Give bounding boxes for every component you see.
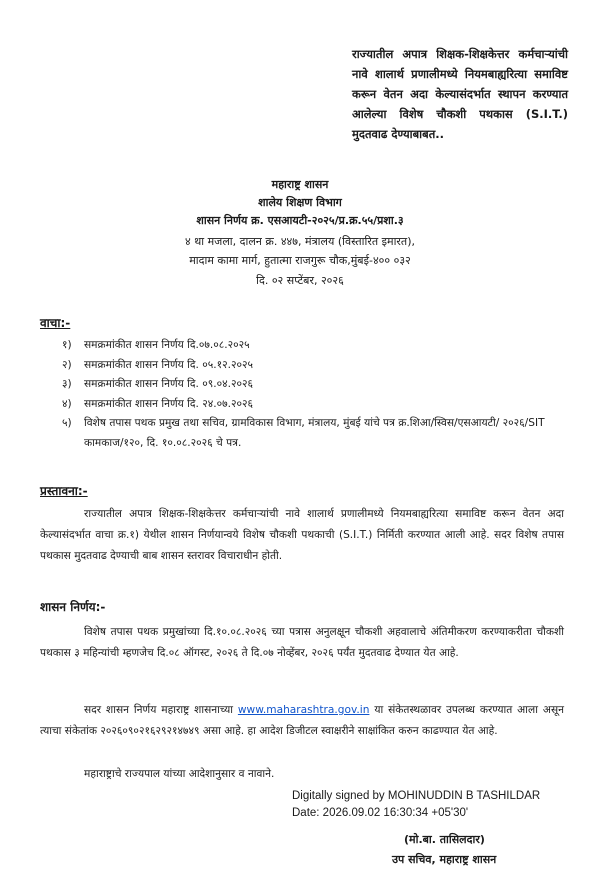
subject-text: राज्यातील अपात्र शिक्षक-शिक्षकेत्तर कर्मचाऱ्यांची नावे शालार्थ प्रणालीमध्ये नियमबाह्यरित्या समाविष्ट करून वेतन अदा केल्यासंदर्भात स्थापन करण्यात आलेल्या विशेष चौकशी पथकास (S.I.T.) मुदतवाढ देण्याबाबत..: [352, 47, 568, 141]
preamble-text: राज्यातील अपात्र शिक्षक-शिक्षकेत्तर कर्मचाऱ्यांची नावे शालार्थ प्रणालीमध्ये नियमबाह्यरित्या समाविष्ट करून वेतन अदा केल्यासंदर्भात वाचा क्र.१) येथील शासन निर्णयान्वये विशेष चौकशी पथकाची (S.I.T.) निर्मिती करण्यात आली आहे. सदर विशेष तपास पथकास मुदतवाढ देण्याची बाब शासन स्तरावर विचाराधीन होती.: [40, 508, 564, 562]
digital-signature: [292, 788, 540, 822]
reference-list: [62, 336, 562, 453]
list-item: २) समक्रमांकीत शासन निर्णय दि. ०५.१२.२०२५: [62, 358, 254, 371]
read-heading: वाचा:-: [40, 316, 71, 330]
decision-heading: शासन निर्णय:-: [40, 600, 106, 614]
governor-order-text: महाराष्ट्राचे राज्यपाल यांच्या आदेशानुसार व नावाने.: [84, 768, 275, 780]
address-line-2: मादाम कामा मार्ग, हुतात्मा राजगुरू चौक,मुंबई-४०० ०३२: [189, 254, 411, 267]
govt-name: महाराष्ट्र शासन: [271, 178, 329, 191]
signature-date: Date: 2026.09.02 16:30:34 +05'30': [292, 807, 469, 819]
decision-paragraph-1: विशेष तपास पथक प्रमुखांच्या दि.१०.०८.२०२६ च्या पत्रास अनुलक्षून चौकशी अहवालाचे अंतिमीकरण करण्याकरीता चौकशी पथकास ३ महिन्यांची म्हणजेच दि.०८ ऑगस्ट, २०२६ ते दि.०७ नोव्हेंबर, २०२६ पर्यंत मुदतवाढ देण्यात येत आहे.: [40, 626, 564, 659]
list-item: ५) विशेष तपास पथक प्रमुख तथा सचिव, ग्रामविकास विभाग, मंत्रालय, मुंबई यांचे पत्र क्र.शिआ/स्विस/एसआयटी/ २०२६/SIT कामकाज/१२०, दि. १०.०८.२०२६ चे पत्र.: [62, 417, 545, 449]
gr-date: दि. ०२ सप्टेंबर, २०२६: [256, 274, 344, 287]
signature-signer: Digitally signed by MOHINUDDIN B TASHILDAR: [292, 790, 541, 802]
gr-number: शासन निर्णय क्र. एसआयटी-२०२५/प्र.क्र.५५/प्रशा.३: [196, 214, 404, 227]
preamble-heading: प्रस्तावना:-: [40, 484, 88, 498]
department-name: शालेय शिक्षण विभाग: [258, 196, 342, 209]
list-item: १) समक्रमांकीत शासन निर्णय दि.०७.०८.२०२५: [62, 339, 250, 351]
decision-paragraph-2: सदर शासन निर्णय महाराष्ट्र शासनाच्या www.maharashtra.gov.in या संकेतस्थळावर उपलब्ध करण्यात आला असून त्याचा संकेतांक २०२६०९०२१६२९२१४७४९ असा आहे. हा आदेश डिजीटल स्वाक्षरीने साक्षांकित करुन काढण्यात येत आहे.: [40, 704, 564, 737]
signer-name: (मो.बा. तासिलदार): [404, 833, 485, 846]
list-item: ४) समक्रमांकीत शासन निर्णय दि. २४.०७.२०२६: [62, 397, 254, 410]
website-link[interactable]: www.maharashtra.gov.in: [237, 704, 370, 716]
address-line-1: ४ था मजला, दालन क्र. ४४७, मंत्रालय (विस्तारित इमारत),: [185, 235, 415, 248]
signer-designation: उप सचिव, महाराष्ट्र शासन: [392, 853, 497, 866]
list-item: ३) समक्रमांकीत शासन निर्णय दि. ०९.०४.२०२६: [62, 378, 254, 390]
